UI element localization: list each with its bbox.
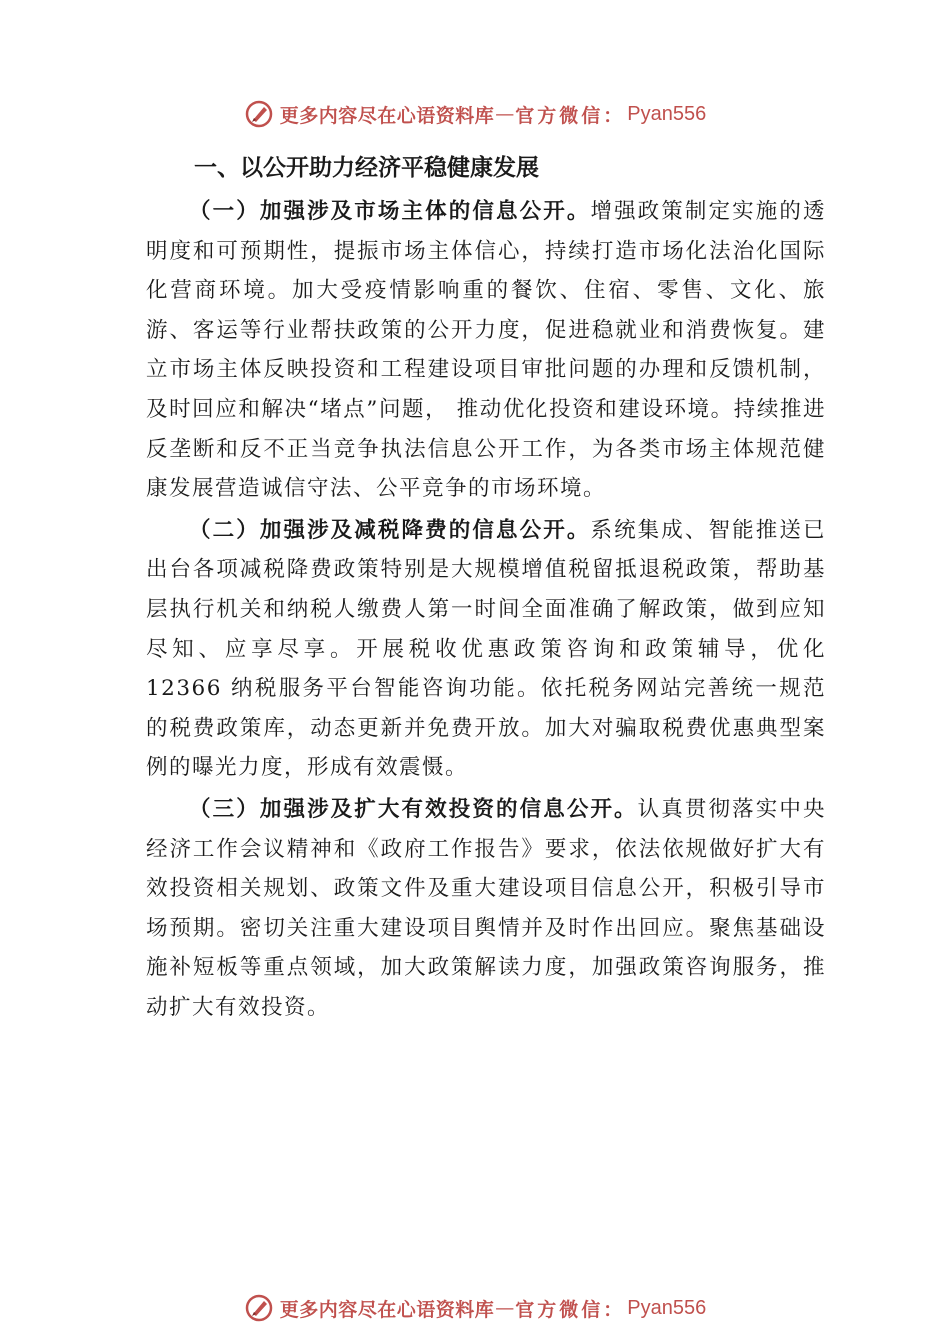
watermark-dash: — (495, 103, 515, 125)
watermark-wechat-id: Pyan556 (627, 102, 707, 125)
paragraph-3-lead: （三）加强涉及扩大有效投资的信息公开。 (189, 796, 638, 822)
watermark-dash: — (495, 1297, 515, 1319)
watermark-sub-text: 官方微信： (515, 104, 626, 127)
watermark-footer (0, 1290, 950, 1326)
section-heading: 一、以公开助力经济平稳健康发展 (194, 155, 539, 181)
paragraph-2-body: 系统集成、智能推送已出台各项减税降费政策特别是大规模增值税留抵退税政策，帮助基层执行机关和纳税人缴费人第一时间全面准确了解政策，做到应知尽知、应享尽享。开展税收优惠政策咨询和政策辅导，优化 12366 纳税服务平台智能咨询功能。依托税务网站完善统一规范的税费政策库，动态更新并免费开放。加大对骗取税费优惠典型案例的曝光力度，形成有效震慑。 (146, 517, 826, 781)
watermark-main-text: 更多内容尽在心语资料库 (279, 104, 495, 127)
paragraph-2-lead: （二）加强涉及减税降费的信息公开。 (189, 517, 591, 543)
watermark-sub-text: 官方微信： (515, 1298, 626, 1321)
paragraph-1-body: 增强政策制定实施的透明度和可预期性，提振市场主体信心，持续打造市场化法治化国际化营商环境。加大受疫情影响重的餐饮、住宿、零售、文化、旅游、客运等行业帮扶政策的公开力度，促进稳就业和消费恢复。建立市场主体反映投资和工程建设项目审批问题的办理和反馈机制，及时回应和解决“堵点”问题， 推动优化投资和建设环境。持续推进反垄断和反不正当竞争执法信息公开工作，为各类市场主体规范健康发展营造诚信守法、公平竞争的市场环境。 (146, 199, 826, 502)
watermark-main-text: 更多内容尽在心语资料库 (279, 1298, 495, 1321)
paragraph-1 (146, 192, 826, 509)
watermark-header (0, 96, 950, 132)
document-body (146, 150, 826, 1027)
pen-seal-icon (244, 1293, 274, 1323)
paragraph-3-body: 认真贯彻落实中央经济工作会议精神和《政府工作报告》要求，依法依规做好扩大有效投资相关规划、政策文件及重大建设项目信息公开，积极引导市场预期。密切关注重大建设项目舆情并及时作出回应。聚焦基础设施补短板等重点领域，加大政策解读力度，加强政策咨询服务，推动扩大有效投资。 (146, 796, 826, 1020)
paragraph-2 (146, 511, 826, 788)
pen-seal-icon (244, 99, 274, 129)
watermark-wechat-id: Pyan556 (627, 1296, 707, 1319)
paragraph-3 (146, 790, 826, 1028)
paragraph-1-lead: （一）加强涉及市场主体的信息公开。 (189, 199, 591, 224)
